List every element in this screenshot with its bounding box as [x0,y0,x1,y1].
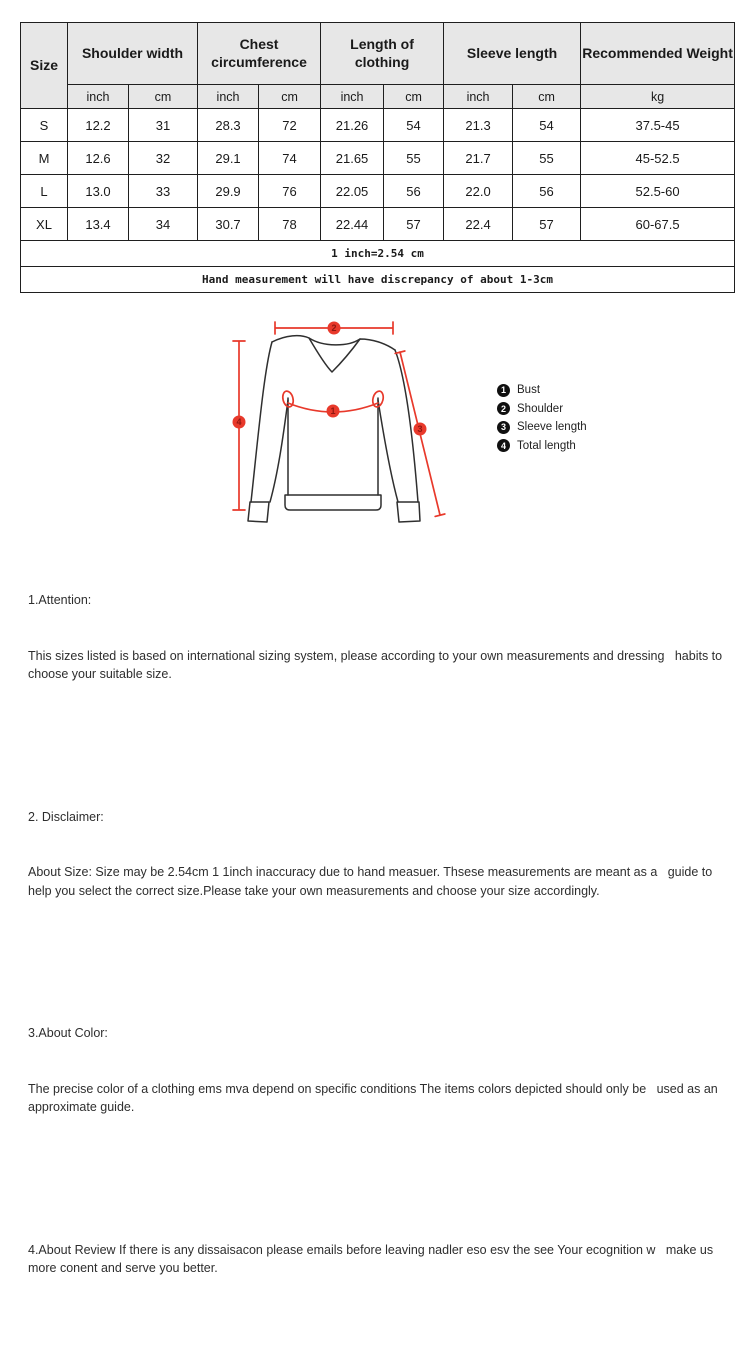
value-cell: 56 [513,175,581,208]
measurement-discrepancy-row [21,267,735,293]
notes-section [28,517,732,1365]
legend-label: Total length [517,439,576,452]
size-cell: M [21,142,68,175]
value-cell: 22.0 [444,175,513,208]
value-cell: 72 [259,109,321,142]
value-cell: 57 [513,208,581,241]
about-color-title: 3.About Color: [28,1026,108,1040]
value-cell: 22.44 [321,208,384,241]
unit-cell: cm [259,85,321,109]
bullet-1-icon: 1 [497,384,510,397]
value-cell: 30.7 [198,208,259,241]
value-cell: 34 [129,208,198,241]
bullet-4-icon: 4 [497,439,510,452]
value-cell: 29.9 [198,175,259,208]
value-cell: 55 [513,142,581,175]
about-review-note [28,1204,732,1315]
value-cell: 78 [259,208,321,241]
table-row-m [21,142,735,175]
size-chart-table [20,22,735,293]
unit-cell: cm [129,85,198,109]
value-cell: 28.3 [198,109,259,142]
value-cell: 52.5-60 [581,175,735,208]
unit-cell: inch [321,85,384,109]
value-cell: 12.6 [68,142,129,175]
legend-item-bust [497,381,587,400]
bullet-2-icon: 2 [497,402,510,415]
header-row-units [21,85,735,109]
value-cell: 56 [384,175,444,208]
measurement-lines [233,322,445,516]
value-cell: 13.0 [68,175,129,208]
value-cell: 54 [384,109,444,142]
value-cell: 21.7 [444,142,513,175]
legend-label: Bust [517,384,541,397]
table-row-l [21,175,735,208]
disclaimer-body: About Size: Size may be 2.54cm 1 1inch inaccuracy due to hand measuer. Thsese measurements are meant as a guide to help you select the correct size.Please take your own measurements and choose your size accordingly. [28,865,716,898]
unit-cell: kg [581,85,735,109]
header-length-of-clothing: Length of clothing [321,23,444,85]
attention-note [28,554,732,721]
value-cell: 37.5-45 [581,109,735,142]
header-size: Size [21,23,68,109]
header-chest-circumference: Chest circumference [198,23,321,85]
total-length-marker-number: 4 [236,417,242,427]
measurement-discrepancy-note: Hand measurement will have discrepancy of about 1-3cm [21,267,735,293]
value-cell: 60-67.5 [581,208,735,241]
unit-cell: inch [68,85,129,109]
value-cell: 33 [129,175,198,208]
measurement-legend [497,381,587,455]
table-row-xl [21,208,735,241]
legend-item-shoulder [497,400,587,419]
header-row-groups [21,23,735,85]
value-cell: 55 [384,142,444,175]
header-recommended-weight: Recommended Weight [581,23,735,85]
value-cell: 21.3 [444,109,513,142]
value-cell: 32 [129,142,198,175]
value-cell: 76 [259,175,321,208]
unit-cell: inch [198,85,259,109]
value-cell: 54 [513,109,581,142]
legend-label: Sleeve length [517,421,587,434]
table-row-s [21,109,735,142]
unit-cell: inch [444,85,513,109]
value-cell: 57 [384,208,444,241]
about-review-body: 4.About Review If there is any dissaisacon please emails before leaving nadler eso esv the see Your ecognition w make us more conent and serve you better. [28,1242,717,1275]
inch-conversion-row [21,241,735,267]
value-cell: 29.1 [198,142,259,175]
legend-item-sleeve-length [497,418,587,437]
value-cell: 12.2 [68,109,129,142]
legend-label: Shoulder [517,402,564,415]
value-cell: 21.65 [321,142,384,175]
sweater-measurement-diagram [228,308,478,526]
size-cell: S [21,109,68,142]
value-cell: 74 [259,142,321,175]
value-cell: 13.4 [68,208,129,241]
value-cell: 22.05 [321,175,384,208]
inch-conversion-note: 1 inch=2.54 cm [21,241,735,267]
unit-cell: cm [513,85,581,109]
attention-body: This sizes listed is based on international sizing system, please according to your own measurements and dressing habits to choose your suitable size. [28,648,726,681]
value-cell: 45-52.5 [581,142,735,175]
header-sleeve-length: Sleeve length [444,23,581,85]
size-cell: L [21,175,68,208]
attention-title: 1.Attention: [28,593,92,607]
legend-item-total-length [497,437,587,456]
disclaimer-title: 2. Disclaimer: [28,809,104,824]
bullet-3-icon: 3 [497,421,510,434]
sweater-outline [248,336,423,522]
about-color-note [28,987,732,1154]
value-cell: 21.26 [321,109,384,142]
sleeve-marker-number: 3 [417,424,423,434]
bust-marker-number: 1 [330,406,336,416]
size-cell: XL [21,208,68,241]
value-cell: 31 [129,109,198,142]
value-cell: 22.4 [444,208,513,241]
disclaimer-note [28,771,732,938]
header-shoulder-width: Shoulder width [68,23,198,85]
unit-cell: cm [384,85,444,109]
shoulder-marker-number: 2 [331,323,337,333]
about-color-body: The precise color of a clothing ems mva depend on specific conditions The items colors depicted should only be used as an approximate guide. [28,1081,722,1114]
